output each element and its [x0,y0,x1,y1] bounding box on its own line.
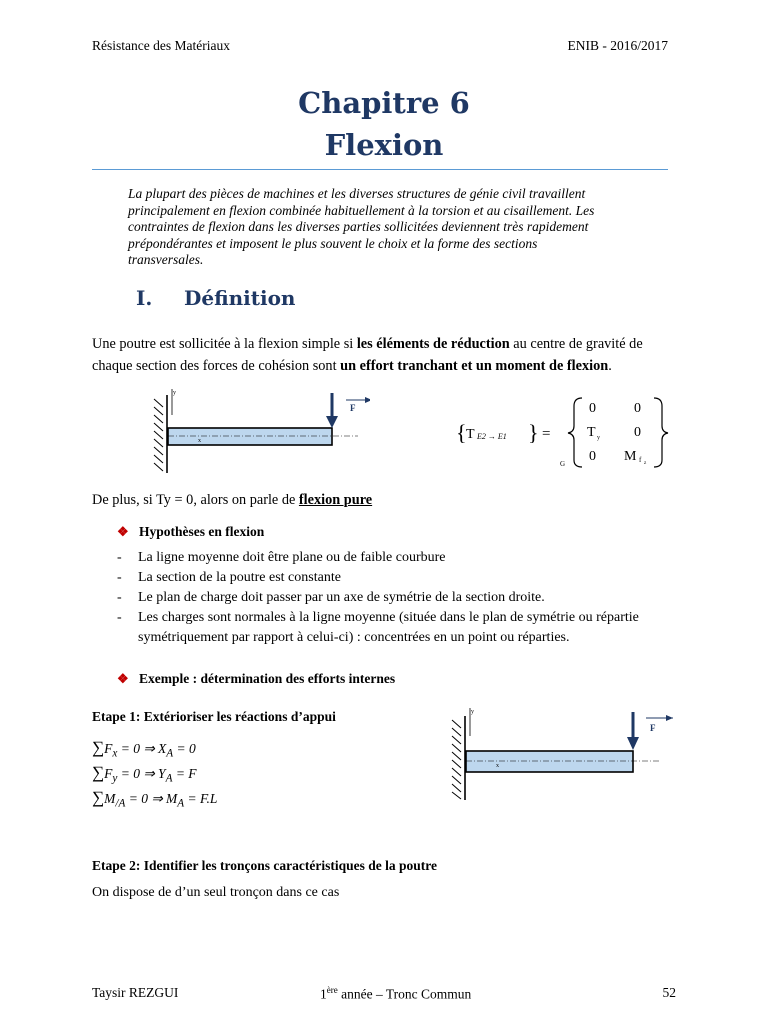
definition-text: au centre de gravité de [509,336,643,352]
example-title: Exemple : détermination des efforts internes [139,671,396,686]
diamond-bullet-icon: ❖ [117,524,129,539]
close-brace: } [528,420,539,445]
pure-bending-line [92,489,672,511]
wall-hatching [452,716,465,800]
torsor-symbol: T [466,427,475,442]
eq-sub: /A [115,797,126,810]
force-label: F [350,403,356,413]
matrix-left-brace [568,398,582,467]
matrix-subscript: z [644,461,647,466]
sum-symbol: ∑ [92,763,105,782]
list-item-text: Le plan de charge doit passer par un axe de symétrie de la section droite. [138,590,545,605]
matrix-subscript: y [597,435,600,441]
section-heading [136,286,295,310]
section-number: I. [136,286,153,310]
matrix-subscript: f [639,456,642,464]
matrix-cell: T [587,425,596,440]
eq-sub: A [166,747,174,760]
step2-title: Etape 2: Identifier les tronçons caractéristiques de la poutre [92,858,437,873]
step1-title: Etape 1: Extérioriser les réactions d’appui [92,709,336,724]
list-item-text: symétriquement par rapport à celui-ci) : concentrées en un point ou réparties. [138,630,570,645]
eq-term: F [104,741,113,756]
beam [466,751,633,772]
hypotheses-title: Hypothèses en flexion [139,524,265,539]
equation-2 [92,763,197,785]
step2-text: On dispose de d’un seul tronçon dans ce cas [92,885,340,900]
pure-term: flexion pure [298,492,373,508]
torsor-equation [448,390,678,475]
list-item-text: Les charges sont normales à la ligne moyenne (située dans le plan de symétrie ou répartie [138,610,639,625]
wall-hatching [154,395,167,473]
matrix-cell: 0 [634,401,641,416]
section-title: Définition [184,286,296,310]
eq-term: = F [172,766,197,781]
equation-1 [92,738,196,760]
page-number: 52 [662,985,676,1000]
eq-sub: y [112,772,118,785]
intro-line: prépondérantes et imposent le plus souvent le choix et la forme des sections [128,235,538,251]
eq-term: F [104,766,113,781]
definition-line-2 [92,355,672,377]
torsor-point: G [560,460,566,468]
intro-line: principalement en flexion combinée habituellement à la torsion et au cisaillement. Les [128,202,595,218]
cantilever-figure-2 [448,704,673,804]
matrix-cell: 0 [634,425,641,440]
title-rule [92,169,668,170]
chapter-title: Chapitre 6 [298,86,470,120]
definition-text: chaque section des forces de cohésion sont [92,358,341,374]
example-heading [117,671,395,687]
eq-term: = F.L [184,791,218,806]
intro-paragraph [128,186,668,269]
y-axis-label: y [471,709,474,715]
force-vector-head [666,715,673,721]
eq-term: = 0 [173,741,196,756]
eq-term: = 0 ⇒ X [117,741,167,756]
definition-bold: les éléments de réduction [356,336,510,352]
matrix-cell: M [624,449,637,464]
force-label: F [650,723,656,733]
definition-line-1 [92,333,672,355]
beam [168,428,332,445]
definition-text: Une poutre est sollicitée à la flexion simple si [92,336,357,352]
force-arrowhead [627,737,639,750]
footer-sup: ère [326,985,338,995]
footer-program: année – Tronc Commun [337,986,472,1002]
pure-text: De plus, si Ty = 0, alors on parle de [92,492,299,508]
intro-line: La plupart des pièces de machines et les diverses structures de génie civil travaillent [128,186,586,201]
x-axis-label: x [496,763,499,769]
eq-term: = 0 ⇒ Y [117,766,166,781]
diamond-bullet-icon: ❖ [117,671,129,686]
matrix-right-brace [654,398,668,467]
x-axis-label: x [198,438,201,444]
definition-bold: un effort tranchant et un moment de flexion [340,358,609,374]
sum-symbol: ∑ [92,788,105,807]
eq-sub: A [165,772,173,785]
force-arrowhead [326,416,338,428]
chapter-subtitle: Flexion [324,128,444,162]
eq-term: = 0 ⇒ M [125,791,178,806]
header-left: Résistance des Matériaux [92,38,230,53]
intro-line: contraintes de flexion dans les diverses parties sollicitées deviennent très rapidement [128,219,589,235]
hypotheses-heading [117,524,264,540]
matrix-cell: 0 [589,449,596,464]
footer-author: Taysir REZGUI [92,985,179,1000]
eq-sub: A [177,797,185,810]
y-axis-label: y [173,390,176,396]
equals-sign: = [542,426,551,442]
list-item-text: La ligne moyenne doit être plane ou de faible courbure [138,550,446,565]
equation-3 [92,788,217,810]
eq-term: M [104,791,116,806]
list-item-text: La section de la poutre est constante [138,570,341,585]
open-brace: { [456,420,467,445]
eq-sub: x [112,747,118,760]
force-vector-head [365,397,370,403]
definition-text: . [608,358,612,374]
footer-year: 1 [320,986,327,1002]
header-right: ENIB - 2016/2017 [567,38,668,53]
matrix-cell: 0 [589,401,596,416]
cantilever-figure [150,385,370,480]
sum-symbol: ∑ [92,738,105,757]
torsor-subscript: E2 → E1 [477,432,507,441]
intro-line: transversales. [128,252,204,268]
footer-center [320,985,471,1003]
